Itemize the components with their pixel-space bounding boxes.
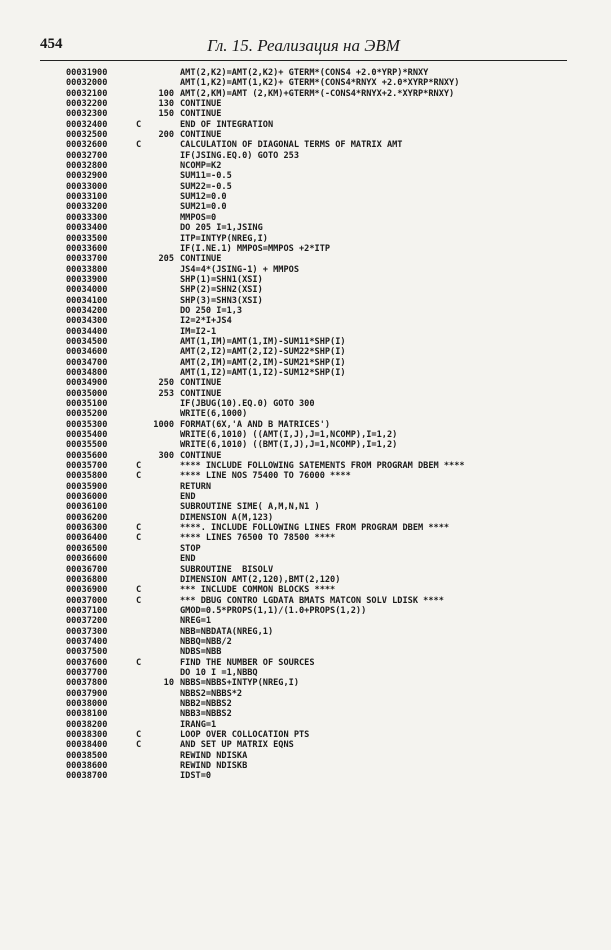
line-sequence-number: 00038100: [66, 709, 108, 720]
statement-text: IDST=0: [180, 771, 212, 782]
statement-text: DO 10 I =1,NBBQ: [180, 667, 258, 678]
line-sequence-number: 00032200: [66, 99, 108, 110]
statement-text: DO 250 I=1,3: [180, 305, 243, 316]
statement-text: AMT(1,I2)=AMT(1,I2)-SUM12*SHP(I): [180, 367, 346, 378]
code-line: [66, 151, 586, 161]
code-line: [66, 368, 586, 378]
line-sequence-number: 00037600: [66, 657, 108, 668]
statement-text: END OF INTEGRATION: [180, 119, 274, 130]
statement-text: CONTINUE: [180, 99, 222, 110]
statement-text: REWIND NDISKA: [180, 750, 248, 761]
line-sequence-number: 00033500: [66, 233, 108, 244]
code-line: [66, 492, 586, 502]
code-line: [66, 420, 586, 430]
code-line: [66, 740, 586, 750]
statement-text: IF(I.NE.1) MMPOS=MMPOS +2*ITP: [180, 243, 331, 254]
line-sequence-number: 00033600: [66, 243, 108, 254]
code-line: [66, 761, 586, 771]
comment-flag: C: [136, 140, 142, 151]
line-sequence-number: 00037800: [66, 678, 108, 689]
code-line: [66, 409, 586, 419]
code-line: [66, 244, 586, 254]
statement-text: WRITE(6,1000): [180, 409, 248, 420]
code-line: [66, 213, 586, 223]
code-line: [66, 554, 586, 564]
statement-text: SUM12=0.0: [180, 192, 227, 203]
line-sequence-number: 00036600: [66, 554, 108, 565]
statement-text: **** LINES 76500 TO 78500 ****: [180, 533, 336, 544]
line-sequence-number: 00033800: [66, 264, 108, 275]
code-line: [66, 678, 586, 688]
line-sequence-number: 00034000: [66, 285, 108, 296]
code-line: [66, 720, 586, 730]
line-sequence-number: 00038600: [66, 761, 108, 772]
code-line: [66, 347, 586, 357]
code-line: [66, 771, 586, 781]
statement-text: CONTINUE: [180, 254, 222, 265]
code-line: [66, 358, 586, 368]
line-sequence-number: 00032800: [66, 161, 108, 172]
line-sequence-number: 00036000: [66, 492, 108, 503]
code-line: [66, 399, 586, 409]
code-line: [66, 606, 586, 616]
code-line: [66, 337, 586, 347]
statement-text: SUM22=-0.5: [180, 181, 232, 192]
code-line: [66, 730, 586, 740]
code-line: [66, 627, 586, 637]
code-line: [66, 585, 586, 595]
code-line: [66, 265, 586, 275]
statement-text: NBB2=NBBS2: [180, 698, 232, 709]
statement-text: NBB=NBDATA(NREG,1): [180, 626, 274, 637]
line-sequence-number: 00033300: [66, 212, 108, 223]
statement-text: WRITE(6,1010) ((AMT(I,J),J=1,NCOMP),I=1,2): [180, 430, 398, 441]
code-line: [66, 120, 586, 130]
statement-text: NBBS=NBBS+INTYP(NREG,I): [180, 678, 299, 689]
code-line: [66, 285, 586, 295]
statement-text: ****. INCLUDE FOLLOWING LINES FROM PROGRAM DBEM ****: [180, 523, 450, 534]
page-number: 454: [40, 36, 63, 52]
statement-text: AMT(2,K2)=AMT(2,K2)+ GTERM*(CONS4 +2.0*YRP)*RNXY: [180, 68, 429, 78]
code-listing: [66, 68, 586, 782]
code-line: [66, 451, 586, 461]
line-sequence-number: 00033200: [66, 202, 108, 213]
line-sequence-number: 00037400: [66, 636, 108, 647]
statement-text: CONTINUE: [180, 109, 222, 120]
code-line: [66, 751, 586, 761]
statement-text: CONTINUE: [180, 378, 222, 389]
line-sequence-number: 00033400: [66, 223, 108, 234]
statement-label: 205: [158, 254, 174, 265]
line-sequence-number: 00038000: [66, 698, 108, 709]
statement-text: NBB3=NBBS2: [180, 709, 232, 720]
line-sequence-number: 00036400: [66, 533, 108, 544]
line-sequence-number: 00037700: [66, 667, 108, 678]
code-line: [66, 99, 586, 109]
code-line: [66, 699, 586, 709]
code-line: [66, 482, 586, 492]
line-sequence-number: 00032300: [66, 109, 108, 120]
line-sequence-number: 00035200: [66, 409, 108, 420]
line-sequence-number: 00037000: [66, 595, 108, 606]
code-line: [66, 575, 586, 585]
line-sequence-number: 00035800: [66, 471, 108, 482]
line-sequence-number: 00035000: [66, 388, 108, 399]
statement-label: 10: [163, 678, 174, 689]
statement-text: AMT(1,K2)=AMT(1,K2)+ GTERM*(CONS4*RNYX +2.0*XYRP*RNXY): [180, 78, 460, 89]
comment-flag: C: [136, 119, 142, 130]
statement-text: SUBROUTINE BISOLV: [180, 564, 274, 575]
line-sequence-number: 00032400: [66, 119, 108, 130]
comment-flag: C: [136, 523, 142, 534]
code-line: [66, 658, 586, 668]
page-header: [40, 36, 567, 58]
line-sequence-number: 00035500: [66, 440, 108, 451]
statement-text: FIND THE NUMBER OF SOURCES: [180, 657, 315, 668]
statement-text: **** INCLUDE FOLLOWING SATEMENTS FROM PROGRAM DBEM ****: [180, 461, 465, 472]
code-line: [66, 689, 586, 699]
line-sequence-number: 00037500: [66, 647, 108, 658]
statement-text: NBBQ=NBB/2: [180, 636, 232, 647]
code-line: [66, 192, 586, 202]
code-line: [66, 461, 586, 471]
statement-label: 150: [158, 109, 174, 120]
statement-text: RETURN: [180, 481, 212, 492]
statement-text: AMT(1,IM)=AMT(1,IM)-SUM11*SHP(I): [180, 336, 346, 347]
code-line: [66, 709, 586, 719]
comment-flag: C: [136, 471, 142, 482]
line-sequence-number: 00034100: [66, 295, 108, 306]
line-sequence-number: 00034200: [66, 305, 108, 316]
statement-text: *** INCLUDE COMMON BLOCKS ****: [180, 585, 336, 596]
line-sequence-number: 00037100: [66, 605, 108, 616]
statement-text: JS4=4*(JSING-1) + MMPOS: [180, 264, 299, 275]
code-line: [66, 668, 586, 678]
line-sequence-number: 00032700: [66, 150, 108, 161]
line-sequence-number: 00035700: [66, 461, 108, 472]
statement-text: NDBS=NBB: [180, 647, 222, 658]
statement-text: LOOP OVER COLLOCATION PTS: [180, 730, 310, 740]
line-sequence-number: 00032500: [66, 130, 108, 141]
line-sequence-number: 00032000: [66, 78, 108, 89]
line-sequence-number: 00036200: [66, 512, 108, 523]
statement-text: NCOMP=K2: [180, 161, 222, 172]
line-sequence-number: 00032900: [66, 171, 108, 182]
code-line: [66, 565, 586, 575]
statement-text: DIMENSION A(M,123): [180, 512, 274, 523]
statement-text: *** DBUG CONTRO LGDATA BMATS MATCON SOLV LDISK ****: [180, 595, 444, 606]
line-sequence-number: 00036100: [66, 502, 108, 513]
statement-text: ITP=INTYP(NREG,I): [180, 233, 268, 244]
statement-label: 250: [158, 378, 174, 389]
statement-text: IF(JSING.EQ.0) GOTO 253: [180, 150, 299, 161]
statement-text: CONTINUE: [180, 130, 222, 141]
statement-text: REWIND NDISKB: [180, 761, 248, 772]
comment-flag: C: [136, 461, 142, 472]
code-line: [66, 171, 586, 181]
statement-text: DO 205 I=1,JSING: [180, 223, 263, 234]
code-line: [66, 637, 586, 647]
statement-text: AMT(2,KM)=AMT (2,KM)+GTERM*(-CONS4*RNYX+2.*XYRP*RNXY): [180, 88, 455, 99]
code-line: [66, 471, 586, 481]
line-sequence-number: 00034600: [66, 347, 108, 358]
code-line: [66, 316, 586, 326]
statement-text: SUBROUTINE SIME( A,M,N,N1 ): [180, 502, 320, 513]
statement-text: STOP: [180, 543, 201, 554]
statement-text: WRITE(6,1010) ((BMT(I,J),J=1,NCOMP),I=1,2): [180, 440, 398, 451]
statement-label: 130: [158, 99, 174, 110]
statement-text: SHP(2)=SHN2(XSI): [180, 285, 263, 296]
statement-label: 300: [158, 450, 174, 461]
line-sequence-number: 00036300: [66, 523, 108, 534]
header-rule: [40, 60, 567, 61]
line-sequence-number: 00031900: [66, 68, 108, 78]
line-sequence-number: 00034500: [66, 336, 108, 347]
statement-text: NBBS2=NBBS*2: [180, 688, 243, 699]
code-line: [66, 306, 586, 316]
line-sequence-number: 00035600: [66, 450, 108, 461]
line-sequence-number: 00034400: [66, 326, 108, 337]
statement-text: AMT(2,I2)=AMT(2,I2)-SUM22*SHP(I): [180, 347, 346, 358]
code-line: [66, 296, 586, 306]
code-line: [66, 161, 586, 171]
statement-text: FORMAT(6X,'A AND B MATRICES'): [180, 419, 331, 430]
statement-text: SUM21=0.0: [180, 202, 227, 213]
line-sequence-number: 00034800: [66, 367, 108, 378]
statement-label: 200: [158, 130, 174, 141]
statement-text: NREG=1: [180, 616, 212, 627]
line-sequence-number: 00033100: [66, 192, 108, 203]
statement-text: I2=2*I+JS4: [180, 316, 232, 327]
statement-label: 100: [158, 88, 174, 99]
statement-text: SUM11=-0.5: [180, 171, 232, 182]
line-sequence-number: 00035300: [66, 419, 108, 430]
statement-text: MMPOS=0: [180, 212, 217, 223]
statement-text: SHP(3)=SHN3(XSI): [180, 295, 263, 306]
statement-text: CONTINUE: [180, 388, 222, 399]
statement-label: 1000: [153, 419, 174, 430]
statement-text: AND SET UP MATRIX EQNS: [180, 740, 294, 751]
line-sequence-number: 00034300: [66, 316, 108, 327]
code-line: [66, 327, 586, 337]
line-sequence-number: 00038500: [66, 750, 108, 761]
code-line: [66, 223, 586, 233]
code-line: [66, 523, 586, 533]
statement-text: GMOD=0.5*PROPS(1,1)/(1.0+PROPS(1,2)): [180, 605, 367, 616]
code-line: [66, 234, 586, 244]
statement-text: **** LINE NOS 75400 TO 76000 ****: [180, 471, 351, 482]
code-line: [66, 130, 586, 140]
code-line: [66, 389, 586, 399]
line-sequence-number: 00033000: [66, 181, 108, 192]
line-sequence-number: 00038700: [66, 771, 108, 782]
line-sequence-number: 00036500: [66, 543, 108, 554]
comment-flag: C: [136, 730, 142, 740]
code-line: [66, 68, 586, 78]
line-sequence-number: 00034900: [66, 378, 108, 389]
statement-text: CALCULATION OF DIAGONAL TERMS OF MATRIX AMT: [180, 140, 403, 151]
line-sequence-number: 00033900: [66, 274, 108, 285]
line-sequence-number: 00037300: [66, 626, 108, 637]
comment-flag: C: [136, 657, 142, 668]
line-sequence-number: 00036700: [66, 564, 108, 575]
code-line: [66, 544, 586, 554]
comment-flag: C: [136, 533, 142, 544]
statement-text: IRANG=1: [180, 719, 217, 730]
statement-text: IF(JBUG(10).EQ.0) GOTO 300: [180, 399, 315, 409]
statement-text: AMT(2,IM)=AMT(2,IM)-SUM21*SHP(I): [180, 357, 346, 368]
code-line: [66, 89, 586, 99]
code-line: [66, 109, 586, 119]
code-line: [66, 275, 586, 285]
code-line: [66, 182, 586, 192]
code-line: [66, 440, 586, 450]
code-line: [66, 202, 586, 212]
code-line: [66, 254, 586, 264]
comment-flag: C: [136, 585, 142, 596]
code-line: [66, 533, 586, 543]
statement-label: 253: [158, 388, 174, 399]
line-sequence-number: 00038300: [66, 730, 108, 740]
line-sequence-number: 00037900: [66, 688, 108, 699]
comment-flag: C: [136, 595, 142, 606]
code-line: [66, 596, 586, 606]
line-sequence-number: 00034700: [66, 357, 108, 368]
code-line: [66, 378, 586, 388]
code-line: [66, 430, 586, 440]
line-sequence-number: 00036800: [66, 574, 108, 585]
line-sequence-number: 00037200: [66, 616, 108, 627]
line-sequence-number: 00032600: [66, 140, 108, 151]
code-line: [66, 616, 586, 626]
statement-text: SHP(1)=SHN1(XSI): [180, 274, 263, 285]
code-line: [66, 502, 586, 512]
line-sequence-number: 00036900: [66, 585, 108, 596]
statement-text: CONTINUE: [180, 450, 222, 461]
line-sequence-number: 00033700: [66, 254, 108, 265]
statement-text: END: [180, 492, 196, 503]
running-title: Гл. 15. Реализация на ЭВМ: [207, 36, 400, 55]
code-line: [66, 647, 586, 657]
line-sequence-number: 00035900: [66, 481, 108, 492]
line-sequence-number: 00035100: [66, 399, 108, 409]
statement-text: DIMENSION AMT(2,120),BMT(2,120): [180, 574, 341, 585]
statement-text: END: [180, 554, 196, 565]
code-line: [66, 513, 586, 523]
code-line: [66, 140, 586, 150]
statement-text: IM=I2-1: [180, 326, 217, 337]
comment-flag: C: [136, 740, 142, 751]
line-sequence-number: 00038200: [66, 719, 108, 730]
code-line: [66, 78, 586, 88]
line-sequence-number: 00032100: [66, 88, 108, 99]
line-sequence-number: 00035400: [66, 430, 108, 441]
line-sequence-number: 00038400: [66, 740, 108, 751]
